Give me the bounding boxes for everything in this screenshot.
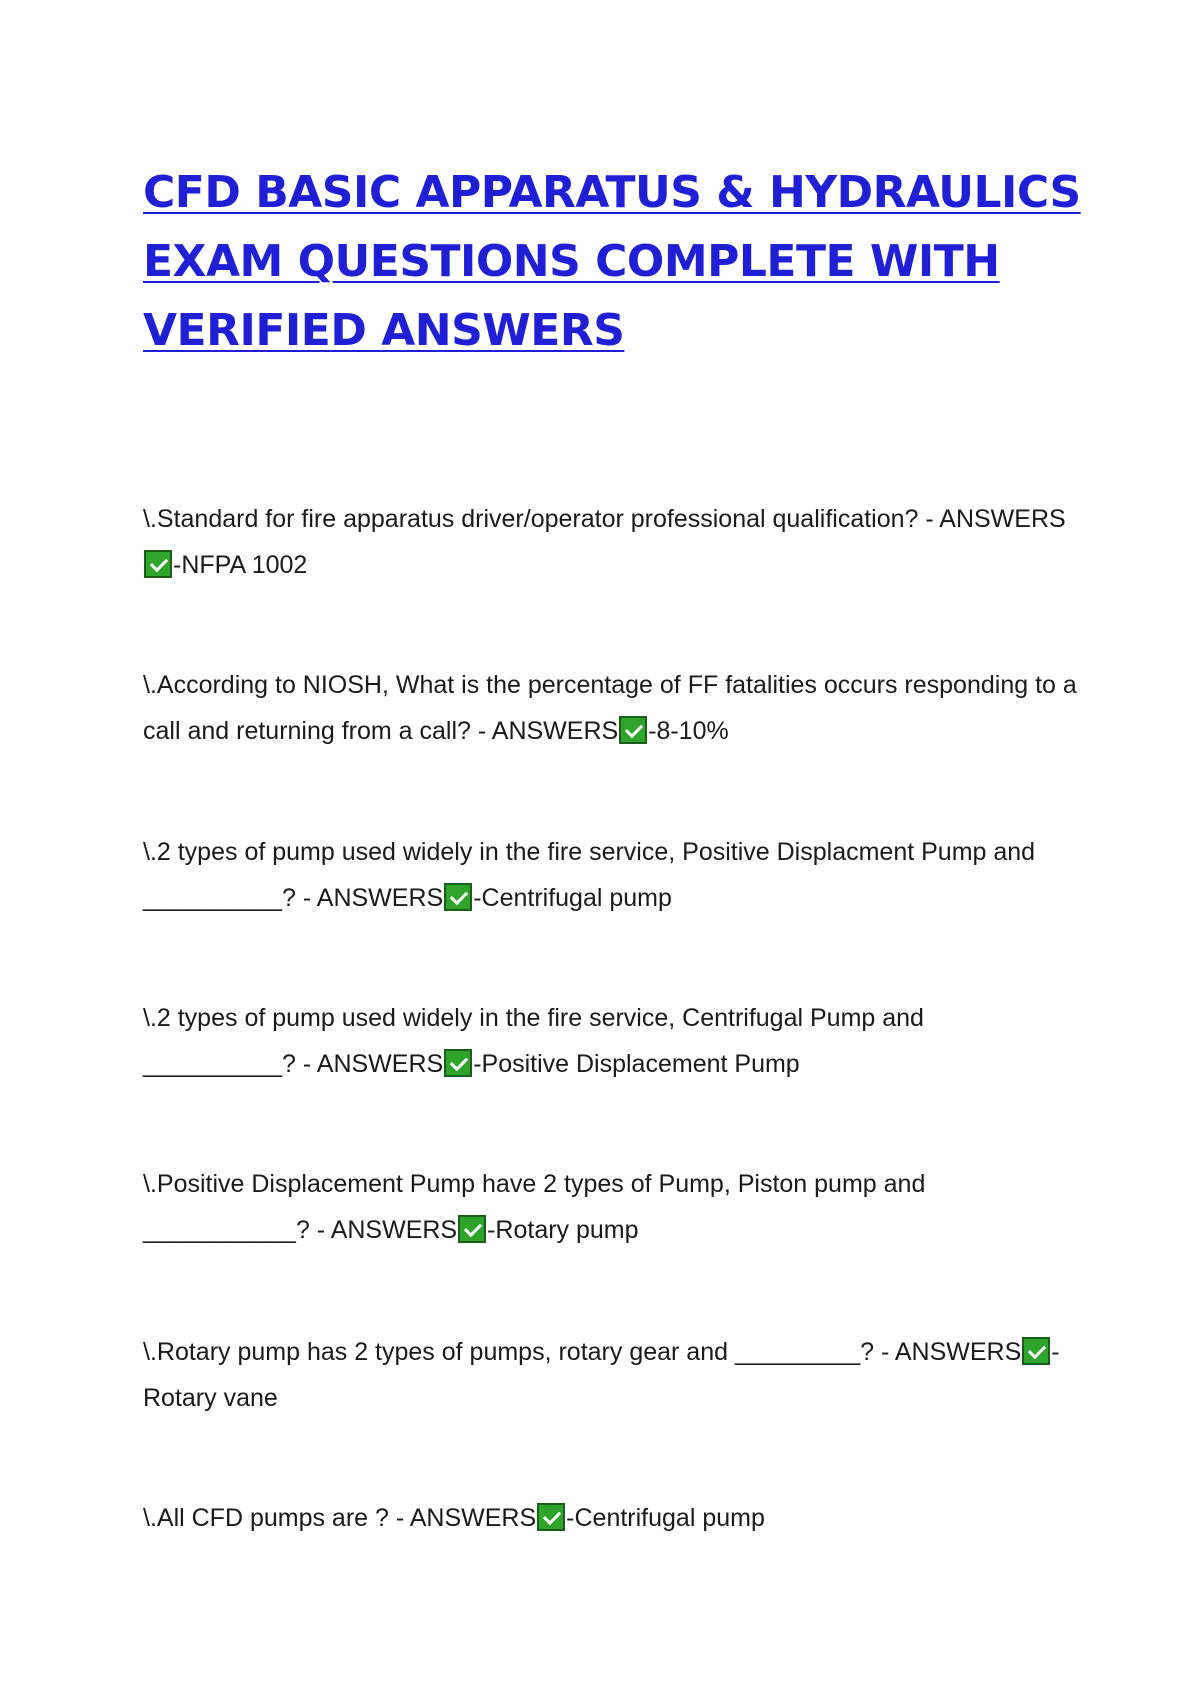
answer-text: -Positive Displacement Pump [473,1050,800,1078]
qa-item [143,1495,1083,1541]
answer-text: -Rotary pump [487,1216,639,1244]
answer-text: -Centrifugal pump [566,1504,765,1532]
green-checkmark-icon [144,550,172,578]
qa-item [143,1329,1083,1421]
answer-marker: ANSWERS [316,884,444,912]
green-checkmark-icon [444,1049,472,1077]
question-text: \.Positive Displacement Pump have 2 types of Pump, Piston pump and ___________? - [143,1170,926,1244]
qa-item [143,829,1083,921]
green-checkmark-icon [444,883,472,911]
green-checkmark-icon [537,1503,565,1531]
title-line-text: EXAM QUESTIONS COMPLETE WITH [143,236,1000,287]
document-title [143,158,1083,365]
question-text: \.2 types of pump used widely in the fire service, Positive Displacment Pump and __________? - [143,838,1036,912]
title-line [143,227,1083,296]
qa-item [143,662,1083,754]
question-text: \.Rotary pump has 2 types of pumps, rotary gear and _________? - [143,1338,895,1366]
question-text: \.All CFD pumps are ? - [143,1504,410,1532]
answer-text: -NFPA 1002 [173,551,308,579]
qa-item [143,995,1083,1087]
title-line [143,158,1083,227]
question-text: \.Standard for fire apparatus driver/operator professional qualification? - [143,505,940,533]
answer-marker: ANSWERS [491,717,619,745]
answer-text: -8-10% [648,717,729,745]
answer-marker: ANSWERS [330,1216,458,1244]
title-line-text: CFD BASIC APPARATUS & HYDRAULICS [143,167,1081,218]
qa-item [143,1161,1083,1253]
answer-text: -Rotary vane [143,1338,1060,1412]
answer-marker: ANSWERS [409,1504,537,1532]
green-checkmark-icon [1022,1337,1050,1365]
answer-marker: ANSWERS [316,1050,444,1078]
green-checkmark-icon [458,1215,486,1243]
qa-item [143,496,1083,588]
title-line-text: VERIFIED ANSWERS [143,305,625,356]
answer-text: -Centrifugal pump [473,884,672,912]
question-text: \.According to NIOSH, What is the percentage of FF fatalities occurs responding to a call and returning from a call? - [143,671,1077,745]
answer-marker: ANSWERS [894,1338,1022,1366]
title-line [143,296,1083,365]
green-checkmark-icon [619,716,647,744]
answer-marker: ANSWERS [939,505,1066,533]
question-text: \.2 types of pump used widely in the fire service, Centrifugal Pump and __________? - [143,1004,924,1078]
